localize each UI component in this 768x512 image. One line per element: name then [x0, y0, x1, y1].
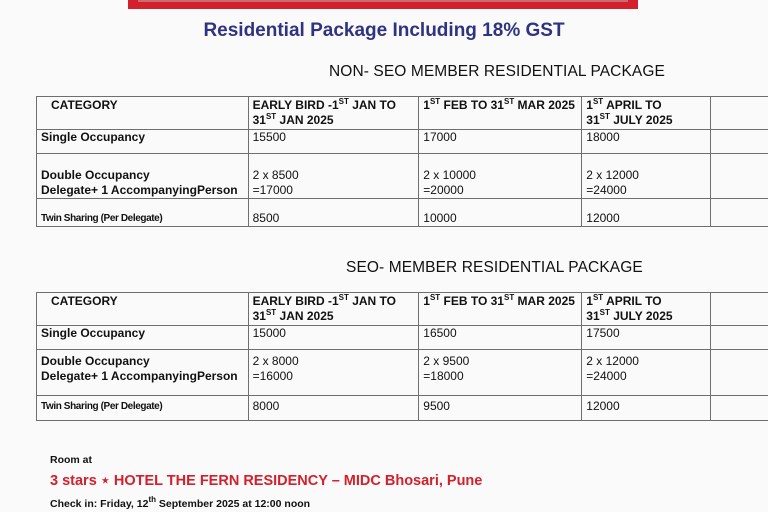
non-seo-section-title: NON- SEO MEMBER RESIDENTIAL PACKAGE: [329, 63, 665, 80]
cell-apr-jul: 17500: [582, 326, 710, 350]
header-category: CATEGORY: [37, 293, 249, 326]
cell-early-bird: 8000: [248, 396, 419, 421]
cell-apr-jul: 18000: [582, 130, 710, 154]
header-apr-jul: 1ST APRIL TO 31ST JULY 2025: [582, 293, 710, 326]
document-title: Residential Package Including 18% GST: [203, 20, 565, 41]
row-category: Single Occupancy: [37, 326, 249, 350]
row-category: Twin Sharing (Per Delegate): [37, 199, 249, 227]
header-extra-cell: [710, 293, 768, 326]
cell-extra: [710, 350, 768, 396]
header-extra-cell: [710, 97, 768, 130]
table-row: [37, 130, 768, 154]
row-category: Single Occupancy: [37, 130, 249, 154]
cell-feb-mar: 2 x 10000 =20000: [419, 154, 582, 199]
room-at-label: Room at: [50, 454, 92, 466]
table-row: [37, 396, 768, 421]
cell-feb-mar: 10000: [419, 199, 582, 227]
header-early-bird: EARLY BIRD -1ST JAN TO 31ST JAN 2025: [248, 97, 419, 130]
cell-feb-mar: 2 x 9500 =18000: [419, 350, 582, 396]
cell-apr-jul: 2 x 12000 =24000: [582, 154, 710, 199]
header-apr-jul: 1ST APRIL TO 31ST JULY 2025: [582, 97, 710, 130]
cell-early-bird: 2 x 8000 =16000: [248, 350, 419, 396]
cell-extra: [710, 396, 768, 421]
table-row: [37, 199, 768, 227]
header-category: CATEGORY: [37, 97, 249, 130]
seo-section-title: SEO- MEMBER RESIDENTIAL PACKAGE: [346, 259, 643, 276]
non-seo-package-table: [36, 96, 768, 227]
row-category: Twin Sharing (Per Delegate): [37, 396, 249, 421]
cell-apr-jul: 2 x 12000 =24000: [582, 350, 710, 396]
hotel-name: 3 stars ⋆ HOTEL THE FERN RESIDENCY – MIDC Bhosari, Pune: [50, 473, 483, 489]
cell-early-bird: 8500: [248, 199, 419, 227]
table-row: [37, 154, 768, 199]
cell-extra: [710, 154, 768, 199]
table-header-row: [37, 97, 768, 130]
cell-extra: [710, 199, 768, 227]
top-banner-edge: [138, 0, 628, 2]
cell-early-bird: 15000: [248, 326, 419, 350]
table-header-row: [37, 293, 768, 326]
cell-apr-jul: 12000: [582, 396, 710, 421]
table-row: [37, 326, 768, 350]
row-category: Double Occupancy Delegate+ 1 AccompanyingPerson: [37, 350, 249, 396]
cell-extra: [710, 130, 768, 154]
checkin-info: Check in: Friday, 12th September 2025 at 12:00 noon: [50, 495, 311, 510]
row-category: Double Occupancy Delegate+ 1 AccompanyingPerson: [37, 154, 249, 199]
cell-feb-mar: 17000: [419, 130, 582, 154]
header-feb-mar: 1ST FEB TO 31ST MAR 2025: [419, 97, 582, 130]
cell-early-bird: 2 x 8500 =17000: [248, 154, 419, 199]
cell-early-bird: 15500: [248, 130, 419, 154]
seo-package-table: [36, 292, 768, 421]
table-row: [37, 350, 768, 396]
cell-feb-mar: 16500: [419, 326, 582, 350]
header-early-bird: EARLY BIRD -1ST JAN TO 31ST JAN 2025: [248, 293, 419, 326]
cell-apr-jul: 12000: [582, 199, 710, 227]
cell-feb-mar: 9500: [419, 396, 582, 421]
cell-extra: [710, 326, 768, 350]
header-feb-mar: 1ST FEB TO 31ST MAR 2025: [419, 293, 582, 326]
